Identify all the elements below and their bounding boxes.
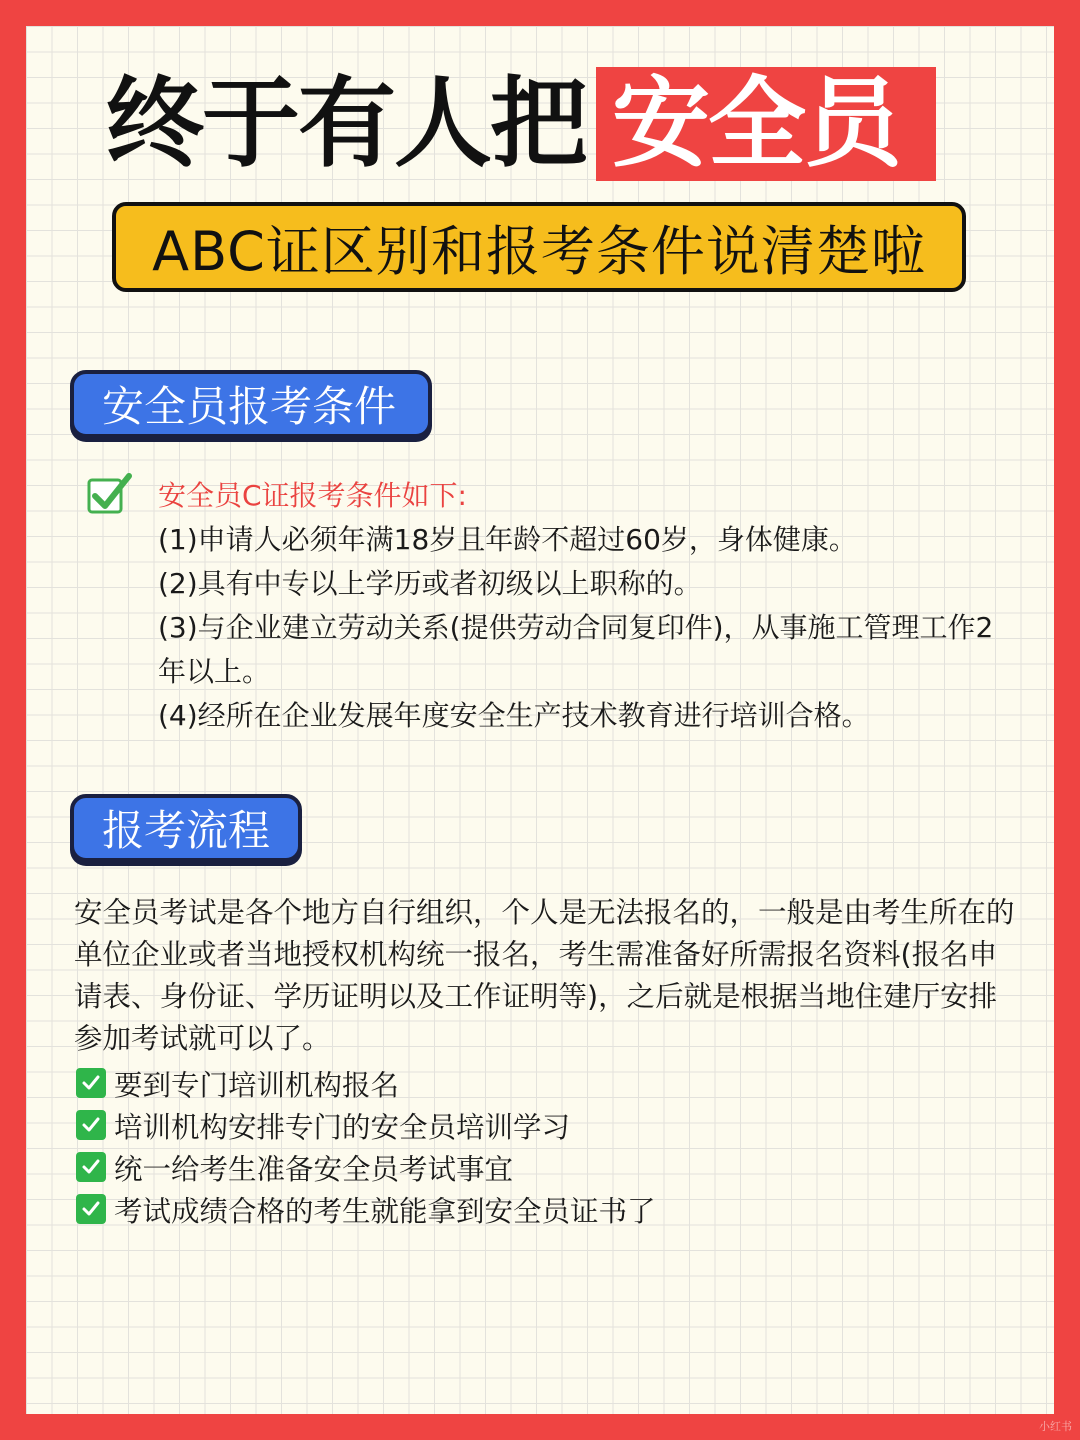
- watermark: 小红书: [1039, 1420, 1072, 1433]
- process-steps-list: [76, 1062, 1016, 1230]
- process-step-label: 统一给考生准备安全员考试事宜: [114, 1152, 514, 1186]
- section-heading-conditions: 安全员报考条件: [70, 370, 432, 438]
- green-check-box-icon: [76, 1152, 106, 1182]
- section-heading-process: 报考流程: [70, 794, 302, 862]
- condition-item: (1)申请人必须年满18岁且年龄不超过60岁，身体健康。: [158, 523, 857, 556]
- title-highlight-text: 安全员: [596, 67, 936, 181]
- process-step-label: 培训机构安排专门的安全员培训学习: [114, 1110, 571, 1144]
- process-step-label: 考试成绩合格的考生就能拿到安全员证书了: [114, 1194, 656, 1228]
- green-check-box-icon: [76, 1068, 106, 1098]
- process-paragraph: 安全员考试是各个地方自行组织，个人是无法报名的，一般是由考生所在的单位企业或者当地授权机构统一报名，考生需准备好所需报名资料(报名申请表、身份证、学历证明以及工作证明等)，之后就是根据当地住建厅安排参加考试就可以了。: [74, 896, 1015, 1055]
- subtitle-banner: ABC证区别和报考条件说清楚啦: [112, 202, 966, 292]
- process-step: [76, 1104, 1016, 1146]
- title-black-text: 终于有人把: [106, 67, 587, 181]
- conditions-intro: 安全员C证报考条件如下:: [158, 479, 467, 512]
- conditions-list: [158, 518, 1018, 738]
- process-step: [76, 1188, 1016, 1230]
- green-check-box-icon: [76, 1110, 106, 1140]
- process-step-label: 要到专门培训机构报名: [114, 1068, 400, 1102]
- checkmark-box-icon: [86, 472, 132, 518]
- process-step: [76, 1146, 1016, 1188]
- process-step: [76, 1062, 1016, 1104]
- green-check-box-icon: [76, 1194, 106, 1224]
- page-title: [106, 60, 1026, 188]
- condition-item: (2)具有中专以上学历或者初级以上职称的。: [158, 567, 702, 600]
- poster-frame: [26, 26, 1054, 1414]
- condition-item: (4)经所在企业发展年度安全生产技术教育进行培训合格。: [158, 699, 870, 732]
- condition-item: (3)与企业建立劳动关系(提供劳动合同复印件)，从事施工管理工作2年以上。: [158, 611, 994, 688]
